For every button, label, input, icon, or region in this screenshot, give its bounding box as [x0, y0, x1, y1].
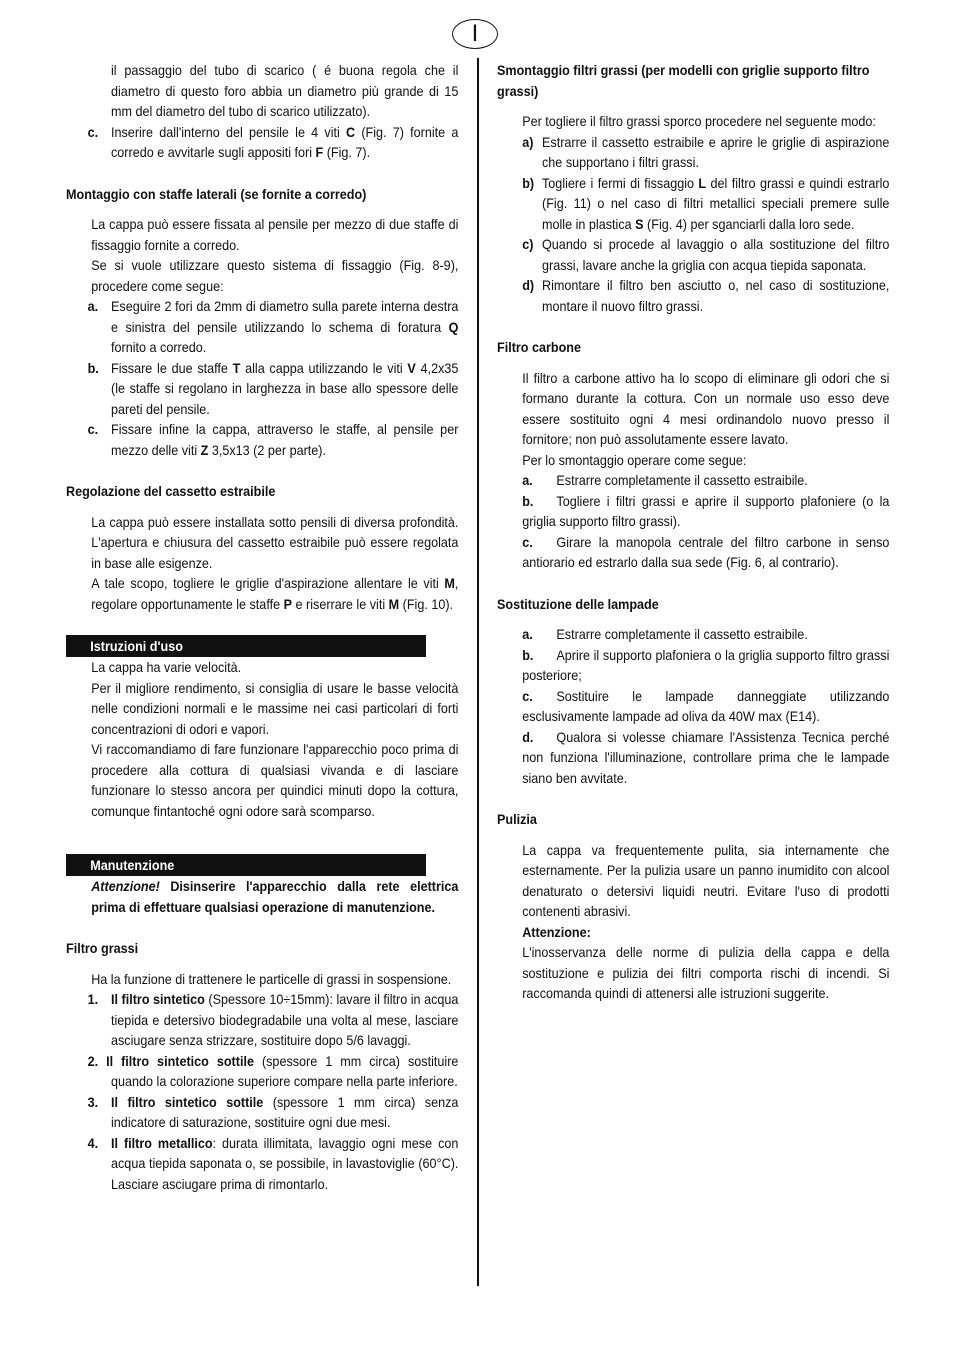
smontaggio-step-a: a) Estrarre il cassetto estraibile e aprire le griglie di aspirazione che supportano i filtri grassi.	[522, 133, 890, 170]
section-title-filtro-grassi: Filtro grassi	[66, 940, 139, 956]
filtro-grassi-item-3: 3. Il filtro sintetico sottile (spessore 1 mm circa) senza indicatore di saturazione, sostituire ogni due mesi.	[87, 1093, 459, 1130]
carbone-step-a: a. Estrarre completamente il cassetto estraibile.	[522, 472, 808, 488]
montaggio-step-c: c. Fissare infine la cappa, attraverso le staffe, al pensile per mezzo delle viti Z 3,5x13 (2 per parte).	[87, 421, 459, 458]
istruzioni-paragraph-3: Vi raccomandiamo di fare funzionare l'apparecchio poco prima di procedere alla cottura di qualsiasi vivanda e di lasciare funzionare lo stesso ancora per quindici minuti dopo la cottura, comunque fintantoché ogni odore sarà scomparso.	[91, 741, 459, 819]
carbone-step-b: b. Togliere i filtri grassi e aprire il supporto plafoniere (o la griglia supporto filtro grassi).	[522, 492, 890, 529]
smontaggio-step-c: c) Quando si procede al lavaggio o alla sostituzione del filtro grassi, lavare anche la griglia con acqua tiepida saponata.	[522, 236, 890, 273]
section-title-regolazione: Regolazione del cassetto estraibile	[66, 483, 276, 499]
language-badge: I	[452, 19, 498, 49]
manutenzione-warning: Attenzione! Disinserire l'apparecchio dalla rete elettrica prima di effettuare qualsiasi operazione di manutenzione.	[91, 878, 459, 915]
lampade-step-b: b. Aprire il supporto plafoniera o la griglia supporto filtro grassi posteriore;	[522, 646, 890, 683]
section-title-carbone: Filtro carbone	[497, 339, 582, 355]
istruzioni-paragraph-2: Per il migliore rendimento, si consiglia di usare le basse velocità nelle condizioni normali e le massime nei casi particolari di forti concentrazioni di odori e vapori.	[91, 679, 459, 737]
regolazione-paragraph-1: La cappa può essere installata sotto pensili di diversa profondità. L'apertura e chiusura del cassetto estraibile può essere regolata in base alle esigenze.	[91, 513, 459, 571]
filtro-grassi-paragraph: Ha la funzione di trattenere le particelle di grassi in sospensione.	[91, 970, 452, 987]
montaggio-step-b: b. Fissare le due staffe T alla cappa utilizzando le viti V 4,2x35 (le staffe si regolano in larghezza in base allo spessore delle pareti del pensile.	[87, 359, 459, 417]
montaggio-step-a: a. Eseguire 2 fori da 2mm di diametro sulla parete interna destra e sinistra del pensile utilizzando lo schema di foratura Q fornito a corredo.	[87, 298, 459, 355]
istruzioni-paragraph-1: La cappa ha varie velocità.	[91, 659, 242, 675]
pulizia-attention-label: Attenzione:	[522, 923, 591, 940]
section-title-montaggio: Montaggio con staffe laterali (se fornite a corredo)	[66, 185, 367, 202]
section-title-lampade: Sostituzione delle lampade	[497, 595, 659, 612]
carbone-step-c: c. Girare la manopola centrale del filtro carbone in senso antiorario ed estrarlo dalla sua sede (Fig. 6, al contrario).	[522, 533, 890, 570]
intro-step-c: c. Inserire dall'interno del pensile le 4 viti C (Fig. 7) fornite a corredo e avvitarle sugli appositi fori F (Fig. 7).	[87, 123, 459, 160]
montaggio-paragraph-1: La cappa può essere fissata al pensile per mezzo di due staffe di fissaggio fornite a corredo.	[91, 216, 459, 253]
pulizia-paragraph-2: L'inosservanza delle norme di pulizia della cappa e della sostituzione e pulizia dei filtri comporta rischi di incendi. Si raccomanda quindi di attenersi alle istruzioni suggerite.	[522, 944, 890, 1001]
carbone-paragraph-2: Per lo smontaggio operare come segue:	[522, 451, 747, 468]
montaggio-paragraph-2: Se si vuole utilizzare questo sistema di fissaggio (Fig. 8-9), procedere come segue:	[91, 257, 459, 294]
right-column	[497, 60, 889, 1004]
filtro-grassi-item-2: 2. Il filtro sintetico sottile (spessore 1 mm circa) sostituire quando la colorazione superiore compare nella parte inferiore.	[87, 1052, 459, 1089]
section-title-pulizia: Pulizia	[497, 811, 537, 827]
section-bar-istruzioni: Istruzioni d'uso	[66, 635, 426, 657]
filtro-grassi-item-4: 4. Il filtro metallico: durata illimitata, lavaggio ogni mese con acqua tiepida saponata o, se possibile, in lavastoviglie (60°C). Lasciare asciugare prima di rimontarlo.	[87, 1134, 459, 1192]
column-divider	[477, 58, 479, 1286]
section-bar-manutenzione: Manutenzione	[66, 854, 426, 876]
smontaggio-paragraph: Per togliere il filtro grassi sporco procedere nel seguente modo:	[522, 113, 876, 129]
filtro-grassi-item-1: 1. Il filtro sintetico (Spessore 10÷15mm): lavare il filtro in acqua tiepida e detersivo biodegradabile una volta al mese, lasciare asciugare senza strizzare, sostituire dopo 5/6 lavaggi.	[87, 991, 459, 1048]
regolazione-paragraph-2: A tale scopo, togliere le griglie d'aspirazione allentare le viti M, regolare opportunamente le staffe P e riserrare le viti M (Fig. 10).	[91, 575, 459, 612]
intro-paragraph: il passaggio del tubo di scarico ( é buona regola che il diametro di questo foro abbia un diametro più grande di 15 mm del diametro del tubo di scarico utilizzato).	[111, 62, 459, 119]
lampade-step-d: d. Qualora si volesse chiamare l'Assistenza Tecnica perché non funziona l'illuminazione, controllare prima che le lampade siano ben avvitate.	[522, 728, 890, 786]
left-column	[66, 60, 458, 1194]
smontaggio-step-d: d) Rimontare il filtro ben asciutto o, nel caso di sostituzione, montare il nuovo filtro grassi.	[522, 277, 890, 314]
section-title-smontaggio: Smontaggio filtri grassi (per modelli con griglie supporto filtro grassi)	[497, 62, 870, 99]
smontaggio-step-b: b) Togliere i fermi di fissaggio L del filtro grassi e quindi estrarlo (Fig. 11) o nel caso di filtri metallici speciali premere sulle molle in plastica S (Fig. 4) per sganciarli dalla loro sede.	[522, 174, 890, 232]
pulizia-paragraph-1: La cappa va frequentemente pulita, sia internamente che esternamente. Per la pulizia usare un panno inumidito con alcool denaturato o detersivi liquidi neutri. Evitare l'uso di prodotti contenenti abrasivi.	[522, 841, 890, 919]
lampade-step-c: c. Sostituire le lampade danneggiate utilizzando esclusivamente lampade ad oliva da 40W max (E14).	[522, 687, 890, 724]
lampade-step-a: a. Estrarre completamente il cassetto estraibile.	[522, 626, 808, 642]
carbone-paragraph-1: Il filtro a carbone attivo ha lo scopo di eliminare gli odori che si formano durante la cottura. Con un normale uso esso deve essere sostituito ogni 4 mesi ordinandolo nuovo presso il fornitore; non può assolutamente essere lavato.	[522, 369, 890, 447]
